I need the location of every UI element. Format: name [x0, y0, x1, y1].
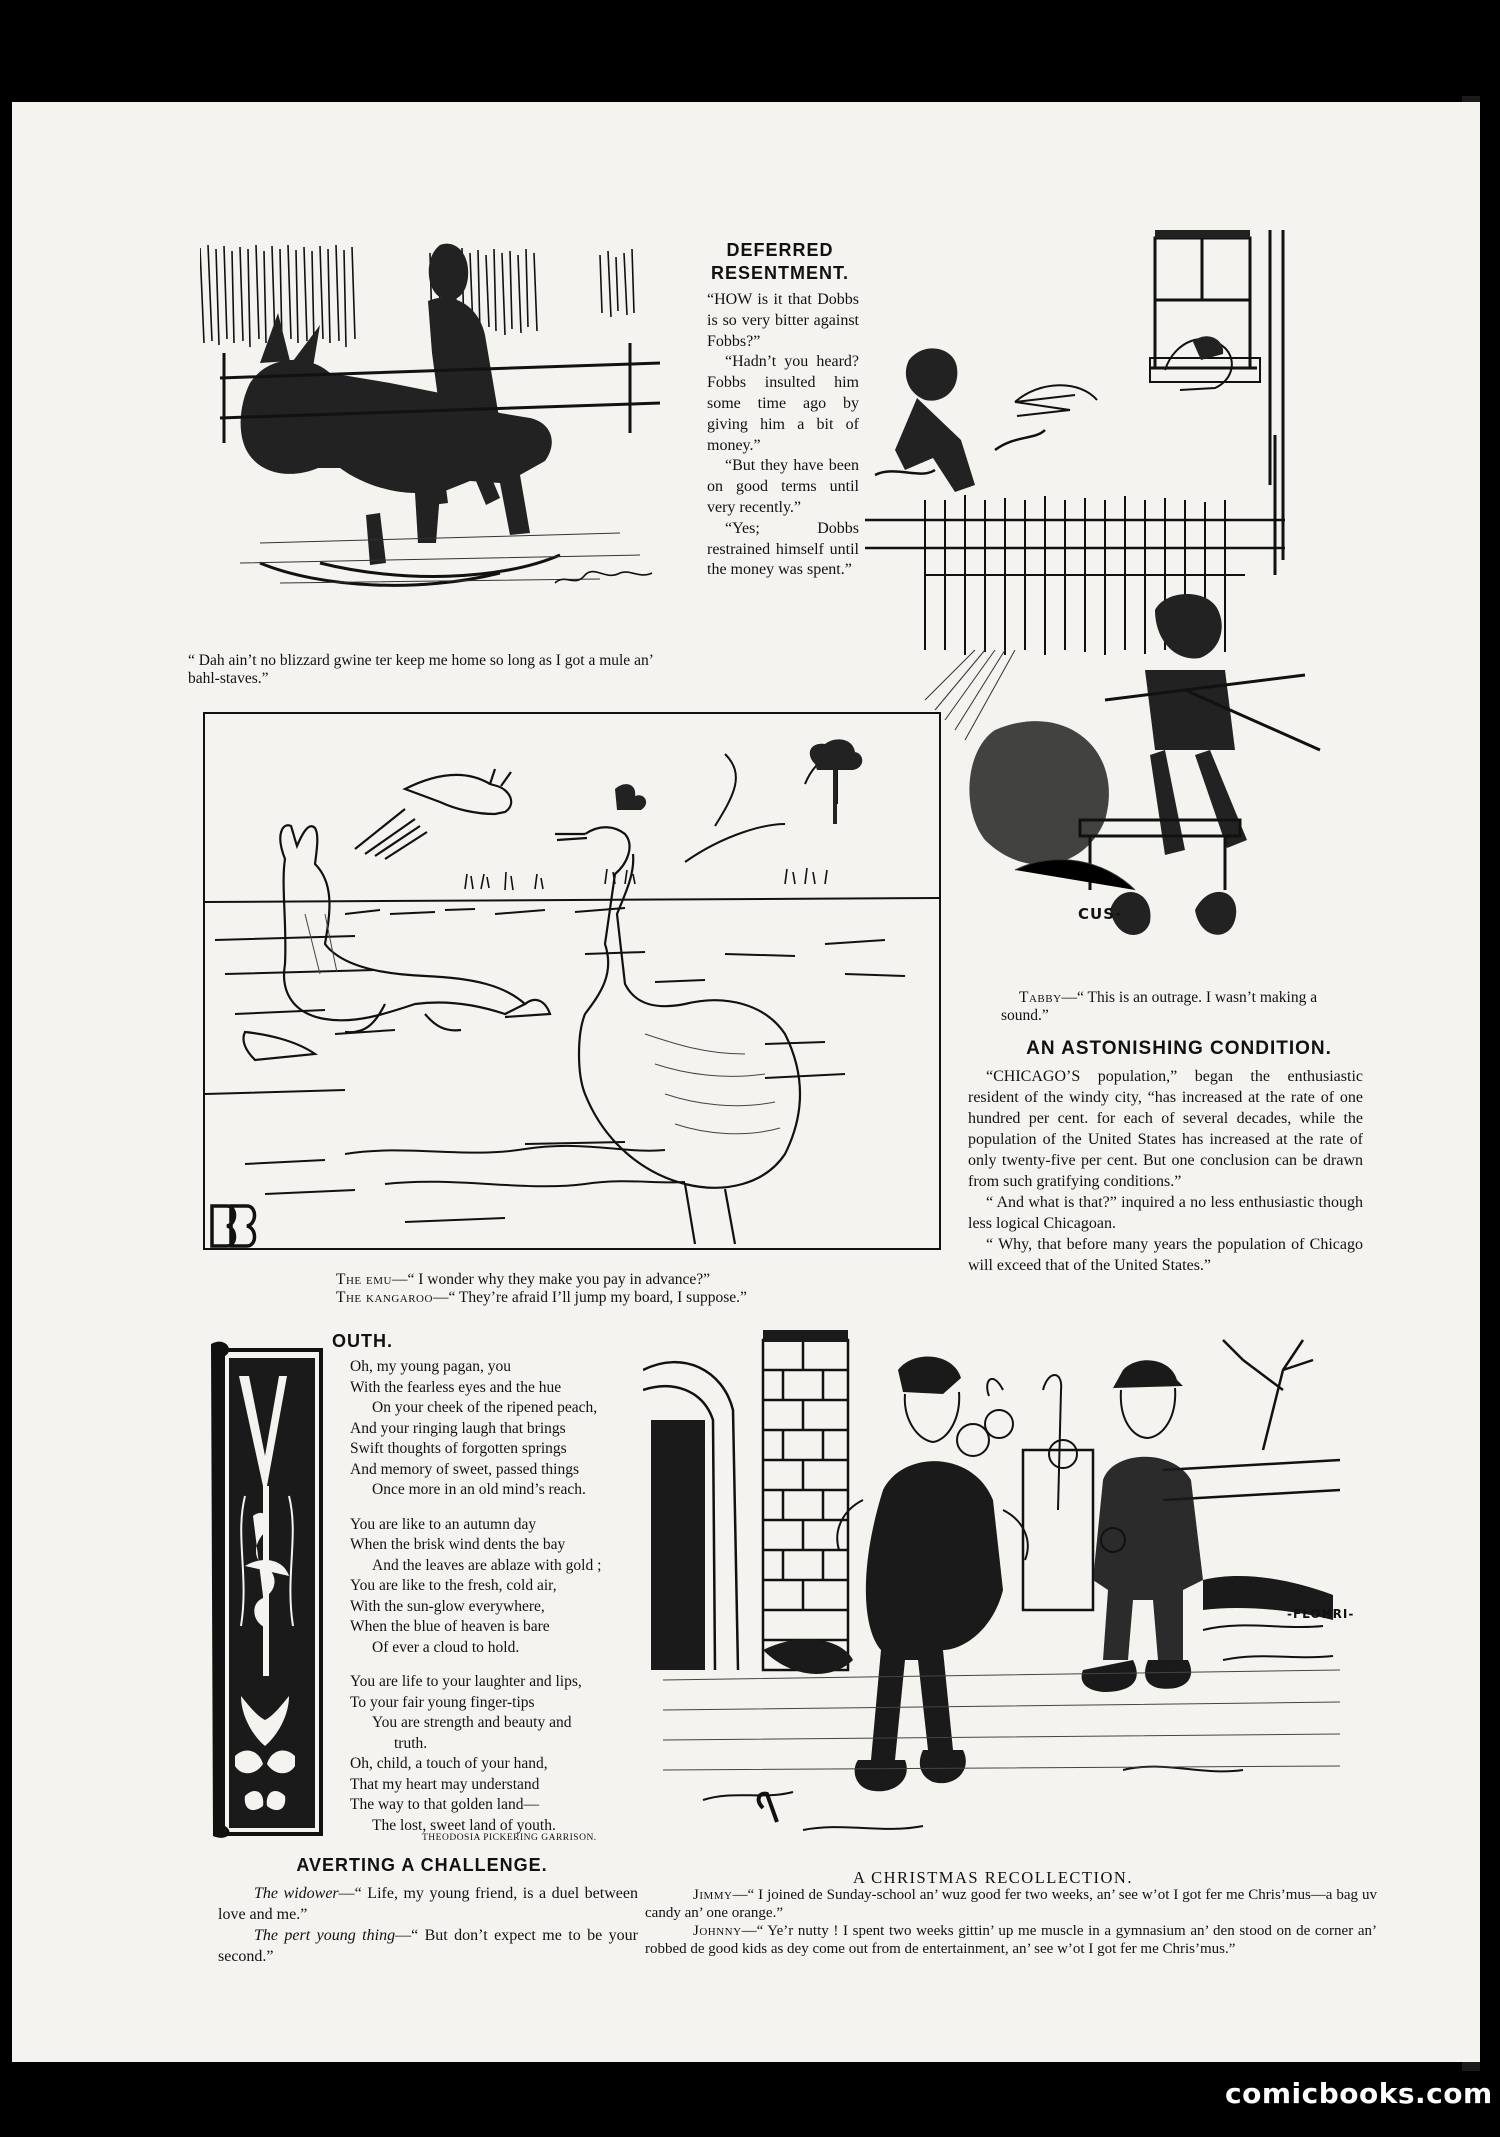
poem-line: With the sun-glow everywhere, — [350, 1597, 545, 1615]
poem-line: When the brisk wind dents the bay — [350, 1536, 566, 1553]
emu-caption-text: —“ I wonder why they make you pay in advance?” — [391, 1271, 711, 1288]
poem-line: On your cheek of the ripened peach, — [372, 1399, 598, 1416]
jimmy-caption — [645, 1887, 1377, 1922]
tabby-caption-speaker: Tabby — [1019, 989, 1062, 1006]
poem-line: You are strength and beauty and — [372, 1714, 572, 1731]
deferred-paragraph: “HOW is it that Dobbs is so very bitter against Fobbs?” — [707, 291, 859, 350]
poem-line: And your ringing laugh that brings — [350, 1419, 566, 1437]
christmas-title: A CHRISTMAS RECOLLECTION. — [853, 1868, 1133, 1887]
averting-heading: AVERTING A CHALLENGE. — [296, 1855, 548, 1875]
poem-line: To your fair young finger-tips — [350, 1693, 535, 1711]
deferred-paragraph: “Yes; Dobbs restrained himself until the money was spent.” — [707, 519, 859, 579]
poem-line: That my heart may understand — [350, 1775, 540, 1793]
astonishing-paragraph: “CHICAGO’S population,” began the enthusiastic resident of the windy city, “has increased at the rate of one hundred per cent. for each of several decades, while the population of the United States has increased at the rate of only twenty-five per cent. But one conclusion can be drawn from such gratifying conditions.” — [968, 1068, 1363, 1190]
poem-line: You are like to an autumn day — [350, 1515, 537, 1533]
deferred-heading-line1: DEFERRED — [726, 240, 834, 260]
johnny-text: —“ Ye’r nutty ! I spent two weeks gittin’ up me muscle in a gymnasium an’ den stood on de corner an’ robbed de good kids as dey come out from de entertainment, an’ see w’ot I got fer me Chris’mus.” — [645, 1923, 1377, 1957]
source-watermark: comicbooks.com — [1225, 2077, 1493, 2110]
pert-line — [218, 1925, 638, 1967]
decorative-initial-y — [205, 1336, 327, 1843]
poem-line: And memory of sweet, passed things — [350, 1460, 580, 1478]
deferred-paragraph: “But they have been on good terms until very recently.” — [707, 457, 859, 516]
astonishing-text — [968, 1066, 1363, 1276]
poem-line: truth. — [394, 1734, 428, 1752]
poem-line: You are like to the fresh, cold air, — [350, 1577, 557, 1594]
poem-line: Of ever a cloud to hold. — [372, 1638, 520, 1656]
tabby-cartoon-caption — [1001, 989, 1363, 1025]
widower-line — [218, 1883, 638, 1925]
mule-cartoon-illustration — [200, 243, 680, 611]
youth-title: OUTH. — [332, 1331, 393, 1351]
widower-speaker: The widower — [254, 1885, 339, 1902]
averting-text — [218, 1883, 638, 1967]
youth-author: THEODOSIA PICKERING GARRISON. — [422, 1833, 597, 1843]
pert-text: —“ But don’t expect me to be your second.” — [218, 1927, 639, 1965]
johnny-speaker: Johnny — [693, 1923, 742, 1939]
mule-cartoon-caption: “ Dah ain’t no blizzard gwine ter keep me home so long as I got a mule an’ bahl-staves.” — [188, 652, 653, 687]
christmas-cartoon-illustration — [643, 1330, 1340, 1850]
christmas-cartoon-signature: -FLOHRI- — [1287, 1607, 1355, 1621]
astonishing-paragraph: “ And what is that?” inquired a no less enthusiastic though less logical Chicagoan. — [968, 1194, 1363, 1232]
poem-stanza-break — [350, 1501, 640, 1515]
astonishing-heading: AN ASTONISHING CONDITION. — [1026, 1038, 1332, 1059]
poem-line: You are life to your laughter and lips, — [350, 1673, 582, 1690]
poem-line: The lost, sweet land of youth. — [372, 1816, 556, 1834]
jimmy-text: —“ I joined de Sunday-school an’ wuz good fer two weeks, an’ see w’ot I got fer me Chris’mus—a bag uv candy an’ one orange.” — [645, 1887, 1377, 1921]
tabby-cartoon-signature: CUS- — [1078, 905, 1123, 923]
poem-line: The way to that golden land— — [350, 1796, 539, 1813]
johnny-caption — [645, 1923, 1377, 1958]
poem-line: Oh, child, a touch of your hand, — [350, 1755, 548, 1772]
poem-line: When the blue of heaven is bare — [350, 1618, 550, 1635]
emu-caption-line1 — [336, 1271, 936, 1289]
poem-stanza-break — [350, 1658, 640, 1672]
youth-poem — [350, 1357, 640, 1836]
poem-line: Oh, my young pagan, you — [350, 1358, 512, 1375]
deferred-text — [707, 290, 859, 581]
tabby-caption-text: —“ This is an outrage. I wasn’t making a sound.” — [1001, 989, 1318, 1024]
poem-line: With the fearless eyes and the hue — [350, 1378, 562, 1396]
kangaroo-caption-text: —“ They’re afraid I’ll jump my board, I suppose.” — [432, 1289, 747, 1306]
deferred-paragraph: “Hadn’t you heard? Fobbs insulted him some time ago by giving him a bit of money.” — [707, 353, 859, 454]
emu-kangaroo-cartoon — [203, 712, 941, 1250]
poem-line: And the leaves are ablaze with gold ; — [372, 1556, 602, 1574]
widower-text: —“ Life, my young friend, is a duel between love and me.” — [218, 1885, 638, 1923]
kangaroo-caption-speaker: The kangaroo — [336, 1289, 433, 1306]
emu-caption-speaker: The emu — [336, 1271, 392, 1288]
astonishing-paragraph: “ Why, that before many years the population of Chicago will exceed that of the United States.” — [968, 1236, 1363, 1274]
pert-speaker: The pert young thing — [254, 1927, 396, 1944]
emu-caption-line2 — [336, 1289, 956, 1307]
poem-line: Swift thoughts of forgotten springs — [350, 1440, 567, 1457]
poem-line: Once more in an old mind’s reach. — [372, 1481, 586, 1498]
deferred-heading-line2: RESENTMENT. — [710, 263, 849, 283]
jimmy-speaker: Jimmy — [693, 1887, 733, 1903]
